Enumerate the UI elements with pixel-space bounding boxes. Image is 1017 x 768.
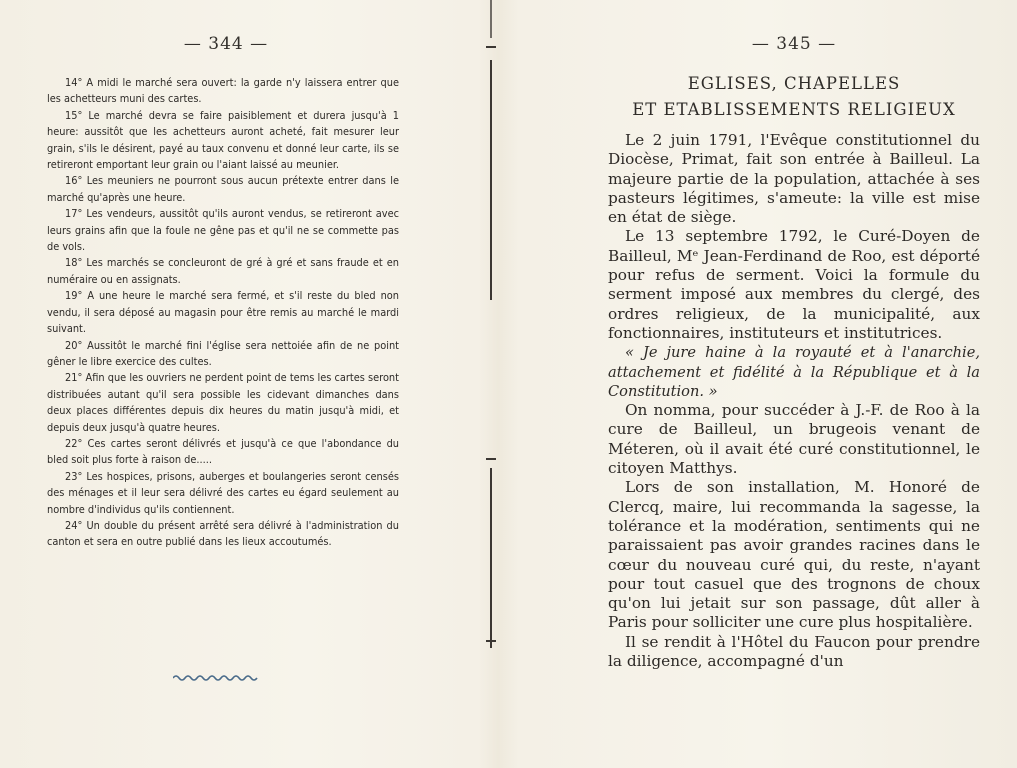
text-paragraph: Lors de son installation, M. Honoré de Clercq, maire, lui recommanda la sagesse, la tolérance et la modération, sentiments qui ne paraissaient pas avoir grandes racines dans le cœur du nouveau curé qui, du reste, n'ayant pour tout casuel que des trognons de choux qu'on lui jetait sur son passage, dût aller à Paris pour solliciter une cure plus hospitalière. xyxy=(608,478,980,632)
left-page xyxy=(40,0,412,768)
article-paragraph: 17° Les vendeurs, aussitôt qu'ils auront vendus, se retireront avec leurs grains afin que la foule ne gêne pas et qu'il ne se commette pas de vols. xyxy=(47,207,399,254)
gutter-line xyxy=(490,468,492,648)
gutter-mark xyxy=(486,46,496,48)
article-paragraph: 16° Les meuniers ne pourront sous aucun prétexte entrer dans le marché qu'après une heure. xyxy=(47,174,399,204)
gutter-line xyxy=(490,0,492,38)
text-paragraph: Le 2 juin 1791, l'Evêque constitutionnel du Diocèse, Primat, fait son entrée à Bailleul. La majeure partie de la population, attachée à ses pasteurs légitimes, s'ameute: la ville est mise en état de siège. xyxy=(608,131,980,227)
article-paragraph: 18° Les marchés se concleuront de gré à gré et sans fraude et en numéraire ou en assignats. xyxy=(47,256,399,286)
gutter-mark xyxy=(486,458,496,460)
page-number: — 345 — xyxy=(751,34,837,54)
article-paragraph: 23° Les hospices, prisons, auberges et boulangeries seront censés des ménages et il leur sera délivré des cartes eu égard seulement au nombre d'individus qu'ils contiennent. xyxy=(47,469,399,516)
page-number: — 344 — xyxy=(183,34,269,54)
chapter-subtitle: ET ETABLISSEMENTS RELIGIEUX xyxy=(632,100,956,119)
article-paragraph: 14° A midi le marché sera ouvert: la garde n'y laissera entrer que les achetteurs muni des cartes. xyxy=(47,76,399,106)
article-paragraph: 21° Afin que les ouvriers ne perdent point de tems les cartes seront distribuées autant qu'il sera possible les cidevant dimanches dans deux places différentes depuis dix heures du matin jusqu'à midi, et depuis deux jusqu'à quatre heures. xyxy=(47,371,399,434)
right-page xyxy=(608,0,980,768)
article-paragraph: 19° A une heure le marché sera fermé, et s'il reste du bled non vendu, il sera déposé au magasin pour être remis au marché le mardi suivant. xyxy=(47,289,399,336)
article-paragraph: 22° Ces cartes seront délivrés et jusqu'à ce que l'abondance du bled soit plus forte à raison de..... xyxy=(47,436,399,467)
text-paragraph: On nomma, pour succéder à J.-F. de Roo à la cure de Bailleul, un brugeois venant de Méteren, où il avait été curé constitutionnel, le citoyen Matthys. xyxy=(608,401,980,478)
wave-ornament xyxy=(173,674,258,682)
gutter-line xyxy=(490,60,492,300)
article-paragraph: 20° Aussitôt le marché fini l'église sera nettoiée afin de ne point gêner le libre exercice des cultes. xyxy=(47,338,399,368)
book-gutter xyxy=(480,0,502,768)
text-paragraph: Le 13 septembre 1792, le Curé-Doyen de Bailleul, Mᵉ Jean-Ferdinand de Roo, est déporté pour refus de serment. Voici la formule du serment imposé aux membres du clergé, des ordres religieux, de la municipalité, aux fonctionnaires, instituteurs et institutrices. xyxy=(608,227,980,342)
chapter-title: EGLISES, CHAPELLES xyxy=(687,74,901,93)
article-paragraph: 24° Un double du présent arrêté sera délivré à l'administration du canton et sera en outre publié dans les lieux accoutumés. xyxy=(47,518,399,549)
gutter-mark xyxy=(486,640,496,642)
oath-quote: « Je jure haine à la royauté et à l'anarchie, attachement et fidélité à la République et à la Constitution. » xyxy=(608,344,980,400)
article-paragraph: 15° Le marché devra se faire paisiblement et durera jusqu'à 1 heure: aussitôt que les achetteurs auront acheté, fait mesurer leur grain, s'ils le désirent, payé au taux convenu et donné leur carte, ils se retireront emportant leur grain ou l'aiant laissé au meunier. xyxy=(47,108,399,172)
text-paragraph: Il se rendit à l'Hôtel du Faucon pour prendre la diligence, accompagné d'un xyxy=(608,632,980,671)
body-text xyxy=(608,131,980,671)
article-list xyxy=(47,75,399,551)
